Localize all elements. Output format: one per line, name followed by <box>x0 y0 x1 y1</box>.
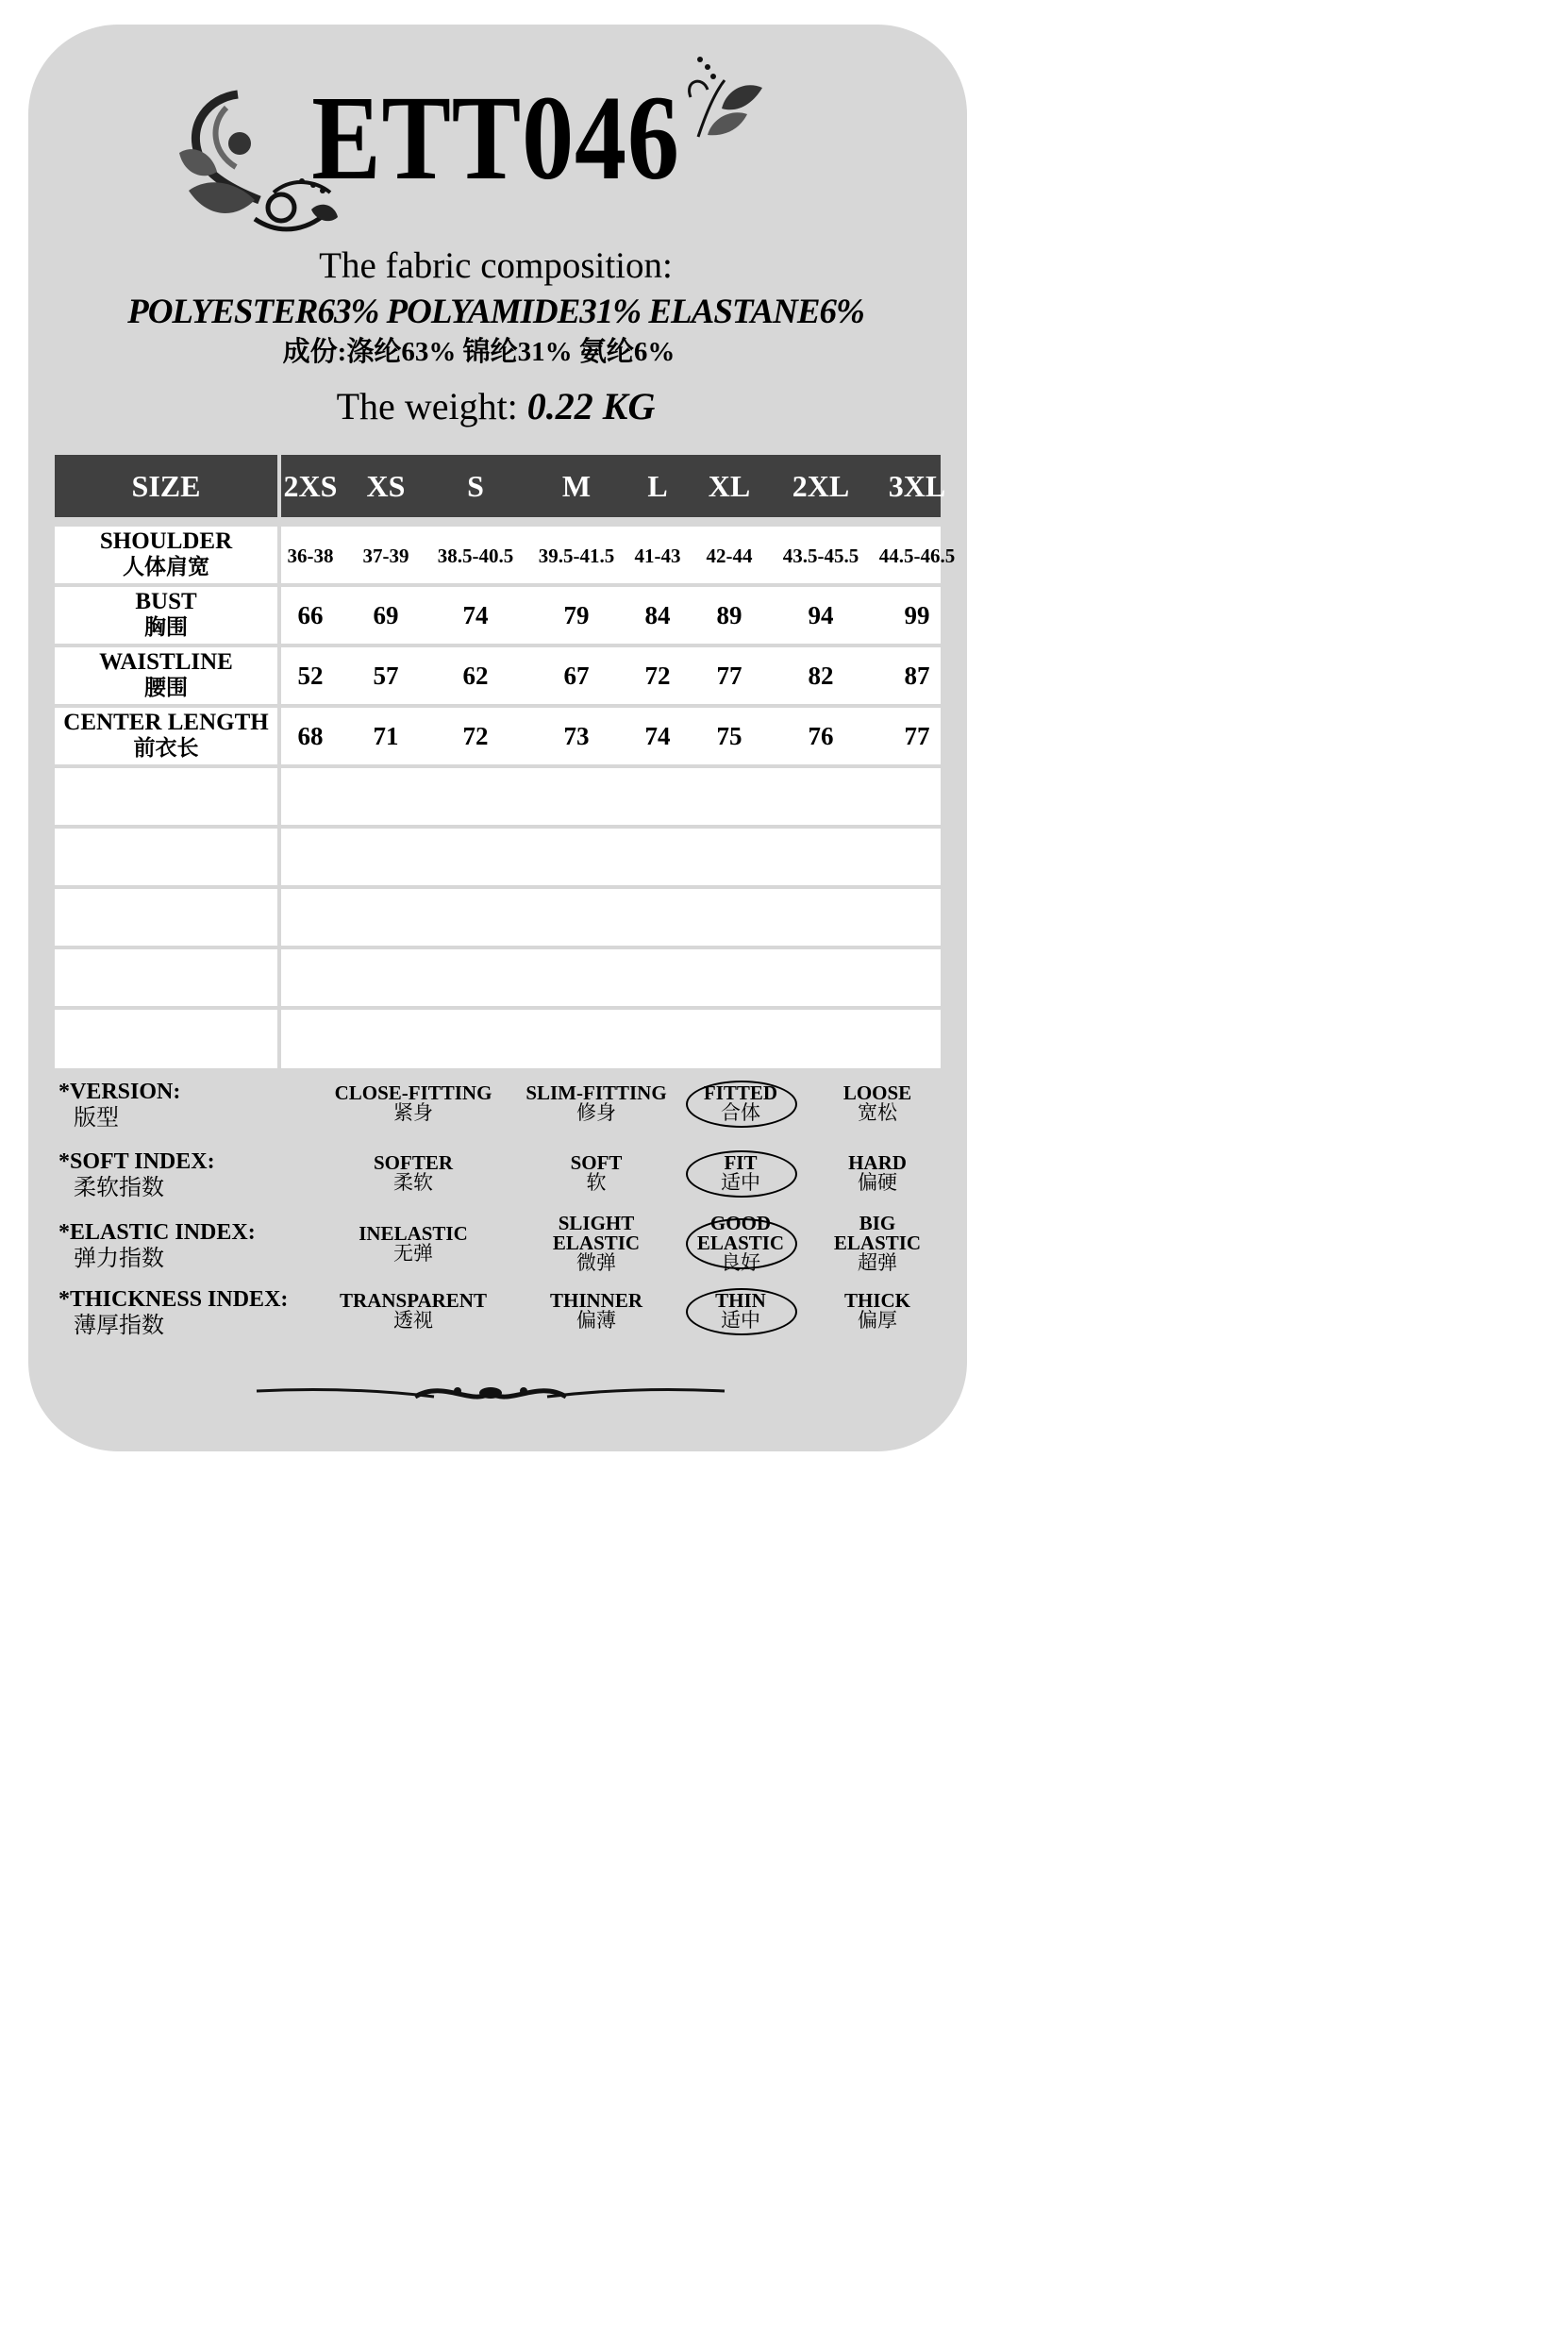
attribute-option <box>319 1291 508 1331</box>
measurement-value: 67 <box>563 662 590 690</box>
attribute-option-en: SLIM-FITTING <box>525 1081 667 1104</box>
fabric-composition-label: The fabric composition: <box>319 245 673 286</box>
attribute-option-cn: 透视 <box>393 1309 433 1332</box>
attribute-option-en: FITTED <box>703 1081 778 1104</box>
weight-line <box>0 383 992 430</box>
measurement-label-cn: 前衣长 <box>133 736 199 760</box>
measurement-label-en: CENTER LENGTH <box>63 710 269 735</box>
table-row-label-cell <box>55 829 277 885</box>
measurement-label <box>55 529 277 579</box>
measurement-value: 68 <box>297 722 324 750</box>
size-header-s: S <box>467 469 484 503</box>
measurement-label-en: WAISTLINE <box>99 649 233 675</box>
measurement-value: 94 <box>808 601 834 629</box>
attribute-option-en: HARD <box>848 1151 907 1174</box>
attribute-option-cn: 良好 <box>721 1251 760 1274</box>
measurement-value: 38.5-40.5 <box>437 545 514 567</box>
size-header-2xs: 2XS <box>283 469 338 503</box>
attribute-option-en: THICK <box>843 1289 910 1312</box>
attribute-option-en: FIT <box>724 1151 758 1174</box>
attribute-label <box>58 1286 288 1340</box>
size-header-label: SIZE <box>131 469 201 503</box>
fabric-composition-english: POLYESTER63% POLYAMIDE31% ELASTANE6% <box>127 293 864 331</box>
measurement-value: 76 <box>808 722 834 750</box>
attribute-option-en: BIG ELASTIC <box>833 1212 922 1254</box>
attribute-option-cn: 超弹 <box>858 1251 897 1274</box>
attribute-option-cn: 偏硬 <box>858 1171 897 1194</box>
measurement-value: 44.5-46.5 <box>878 545 956 567</box>
table-row-label-cell <box>55 889 277 946</box>
attribute-option-cn: 柔软 <box>393 1171 433 1194</box>
attribute-option-cn: 适中 <box>721 1171 760 1194</box>
attribute-label-cn: 柔软指数 <box>74 1176 164 1200</box>
size-header-xl: XL <box>708 469 751 503</box>
size-header-xs: XS <box>366 469 406 503</box>
table-row-values-cell <box>281 1010 941 1068</box>
measurement-value: 37-39 <box>362 545 409 567</box>
measurement-value: 71 <box>373 722 399 750</box>
attribute-option <box>783 1083 972 1123</box>
attribute-option-en: INELASTIC <box>359 1222 468 1245</box>
attribute-option-en: THIN <box>715 1289 766 1312</box>
attribute-option-cn: 软 <box>586 1171 607 1194</box>
measurement-value: 52 <box>297 662 324 690</box>
measurement-value: 82 <box>808 662 834 690</box>
measurement-value: 87 <box>904 662 930 690</box>
attribute-label-en: *THICKNESS INDEX: <box>58 1287 289 1312</box>
measurement-label <box>55 711 277 761</box>
attribute-option <box>783 1153 972 1193</box>
measurement-label-cn: 腰围 <box>144 676 188 699</box>
bottom-divider-ornament <box>255 1380 726 1408</box>
size-header-l: L <box>647 469 668 503</box>
attribute-option <box>783 1214 972 1273</box>
attribute-option-en: SOFTER <box>373 1151 454 1174</box>
table-row-label-cell <box>55 1010 277 1068</box>
attribute-option-en: CLOSE-FITTING <box>334 1081 492 1104</box>
attribute-option-en: GOOD ELASTIC <box>696 1212 785 1254</box>
attribute-option-cn: 紧身 <box>393 1101 433 1124</box>
table-row-label-cell <box>55 768 277 825</box>
measurement-value: 72 <box>644 662 671 690</box>
size-header-3xl: 3XL <box>888 469 946 503</box>
attribute-label-en: *ELASTIC INDEX: <box>58 1220 256 1245</box>
attribute-option <box>319 1224 508 1264</box>
measurement-value: 79 <box>563 601 590 629</box>
measurement-value: 57 <box>373 662 399 690</box>
attribute-option-cn: 无弹 <box>393 1242 433 1265</box>
selected-option-oval <box>686 1288 797 1335</box>
attribute-label-cn: 薄厚指数 <box>74 1314 164 1338</box>
measurement-label-en: SHOULDER <box>99 528 233 554</box>
measurement-value: 89 <box>716 601 742 629</box>
attribute-option <box>783 1291 972 1331</box>
attribute-option <box>319 1083 508 1123</box>
product-code-title: ETT046 <box>311 71 680 205</box>
measurement-value: 84 <box>644 601 671 629</box>
table-row-label-cell <box>55 949 277 1006</box>
weight-label: The weight: <box>336 385 518 427</box>
attribute-option-cn: 偏薄 <box>576 1309 616 1332</box>
measurement-value: 62 <box>462 662 489 690</box>
selected-option-oval <box>686 1081 797 1128</box>
selected-option-oval <box>686 1218 797 1269</box>
measurement-value: 72 <box>462 722 489 750</box>
selected-option-oval <box>686 1150 797 1198</box>
measurement-label-en: BUST <box>135 589 197 614</box>
attribute-option-cn: 修身 <box>576 1101 616 1124</box>
measurement-label-cn: 人体肩宽 <box>123 555 209 578</box>
attribute-label-cn: 版型 <box>74 1106 119 1131</box>
attribute-label <box>58 1219 256 1273</box>
measurement-label <box>55 650 277 700</box>
measurement-value: 73 <box>563 722 590 750</box>
attribute-option-en: THINNER <box>549 1289 643 1312</box>
attribute-label-cn: 弹力指数 <box>74 1247 164 1271</box>
measurement-label <box>55 590 277 640</box>
table-row-values-cell <box>281 949 941 1006</box>
attribute-option-cn: 微弹 <box>576 1251 616 1274</box>
attribute-option-en: SLIGHT ELASTIC <box>552 1212 641 1254</box>
attribute-label <box>58 1148 215 1202</box>
attribute-option-cn: 合体 <box>721 1101 760 1124</box>
attribute-label-en: *VERSION: <box>58 1080 181 1104</box>
measurement-value: 42-44 <box>706 545 753 567</box>
attribute-option-cn: 偏厚 <box>858 1309 897 1332</box>
measurement-value: 74 <box>462 601 489 629</box>
table-row-values-cell <box>281 829 941 885</box>
measurement-value: 36-38 <box>287 545 334 567</box>
measurement-value: 41-43 <box>634 545 681 567</box>
measurement-value: 75 <box>716 722 742 750</box>
attribute-option-en: LOOSE <box>842 1081 912 1104</box>
measurement-value: 66 <box>297 601 324 629</box>
attribute-label-en: *SOFT INDEX: <box>58 1149 215 1174</box>
fabric-composition-chinese: 成份:涤纶63% 锦纶31% 氨纶6% <box>282 337 676 367</box>
measurement-label-cn: 胸围 <box>144 615 188 639</box>
measurement-value: 74 <box>644 722 671 750</box>
measurement-value: 43.5-45.5 <box>782 545 859 567</box>
table-row-values-cell <box>281 889 941 946</box>
attribute-option <box>319 1153 508 1193</box>
attribute-option-en: SOFT <box>570 1151 623 1174</box>
table-row-values-cell <box>281 768 941 825</box>
measurement-value: 77 <box>904 722 930 750</box>
measurement-value: 39.5-41.5 <box>538 545 615 567</box>
size-header-2xl: 2XL <box>792 469 850 503</box>
weight-value: 0.22 KG <box>526 385 656 427</box>
attribute-option-cn: 宽松 <box>858 1101 897 1124</box>
measurement-value: 77 <box>716 662 742 690</box>
size-header-m: M <box>561 469 592 503</box>
measurement-value: 69 <box>373 601 399 629</box>
attribute-option-en: TRANSPARENT <box>340 1289 487 1312</box>
measurement-value: 99 <box>904 601 930 629</box>
attribute-option-cn: 适中 <box>721 1309 760 1332</box>
attribute-label <box>58 1079 180 1132</box>
